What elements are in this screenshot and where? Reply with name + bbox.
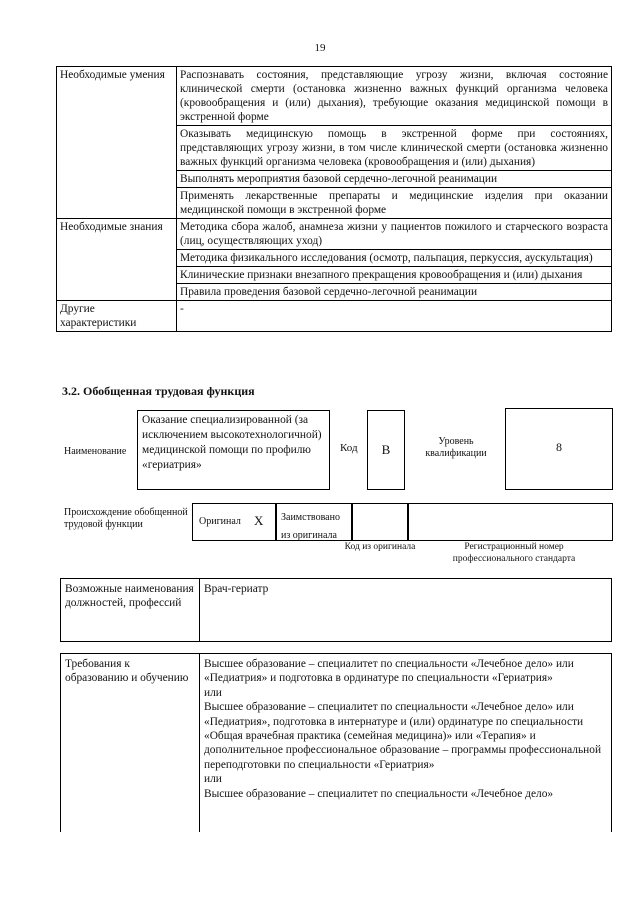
knowledge-item: Клинические признаки внезапного прекращения кровообращения и (или) дыхания <box>177 267 611 284</box>
skills-knowledge-table <box>56 66 612 332</box>
knowledge-item: Методика сбора жалоб, анамнеза жизни у пациентов пожилого и старческого возраста (лиц, осуществляющих уход) <box>177 219 611 250</box>
education-cell <box>200 654 612 833</box>
level-value: 8 <box>556 440 562 454</box>
skill-item: Распознавать состояния, представляющие угрозу жизни, включая состояние клинической смерти (остановка жизненно важных функций организма человека (кровообращения и (или) дыхания), требующие оказания медицинской помощи в экстренной форме <box>177 67 611 126</box>
skill-item: Применять лекарственные препараты и медицинские изделия при оказании медицинской помощи в экстренной форме <box>180 190 608 216</box>
original-mark: X <box>254 513 264 528</box>
origin-label: Происхождение обобщенной трудовой функции <box>64 507 188 530</box>
level-label: Уровень квалификации <box>425 436 487 459</box>
education-line: Высшее образование – специалитет по специальности «Лечебное дело» <box>204 787 554 800</box>
skills-cell <box>177 67 612 219</box>
education-line: Высшее образование – специалитет по специальности «Лечебное дело» или «Педиатрия» и подготовка в ординатуре по специальности «Гериатрия» <box>204 658 574 685</box>
education-line: или <box>204 773 222 786</box>
education-label: Требования к образованию и обучению <box>61 654 200 833</box>
code-original-caption: Код из оригинала <box>344 542 416 552</box>
reg-number-box <box>408 503 613 541</box>
function-name-box <box>137 410 330 490</box>
page-number: 19 <box>314 42 326 54</box>
original-box <box>192 503 276 541</box>
skill-item: Оказывать медицинскую помощь в экстренной форме при состояниях, представляющих угрозу жизни, в том числе клинической смерти (остановка жизненно важных функций организма человека (кровообращения и (или) дыхания) <box>177 126 611 171</box>
other-value: - <box>177 301 612 332</box>
code-label: Код <box>340 442 358 454</box>
education-line: или <box>204 686 222 699</box>
code-original-box <box>352 503 408 541</box>
knowledge-cell <box>177 219 612 301</box>
borrowed-label: Заимствовано из оригинала <box>281 512 340 541</box>
education-line: Высшее образование – специалитет по специальности «Лечебное дело» или «Педиатрия», подготовка в интернатуре и (или) ординатуре по специальности «Общая врачебная практика (семейная медицина)» или «Терапия» и дополнительное профессиональное образование – программы профессиональной переподготовки по специальности «Гериатрия» <box>204 701 602 771</box>
knowledge-label: Необходимые знания <box>57 219 177 301</box>
code-box <box>367 410 405 490</box>
code-value: В <box>381 442 391 457</box>
positions-value: Врач-гериатр <box>200 579 612 642</box>
original-label: Оригинал <box>199 516 241 527</box>
positions-table <box>60 578 612 642</box>
skill-item: Выполнять мероприятия базовой сердечно-легочной реанимации <box>177 171 611 188</box>
function-name: Оказание специализированной (за исключением высокотехнологичной) медицинской помощи по профилю «гериатрия» <box>142 414 322 471</box>
name-label: Наименование <box>64 446 127 457</box>
skills-label: Необходимые умения <box>57 67 177 219</box>
other-label: Другие характеристики <box>57 301 177 332</box>
borrowed-box <box>276 503 352 541</box>
positions-label: Возможные наименования должностей, профессий <box>61 579 200 642</box>
knowledge-item: Методика физикального исследования (осмотр, пальпация, перкуссия, аускультация) <box>177 250 611 267</box>
education-table <box>60 653 612 832</box>
level-box <box>505 408 613 490</box>
knowledge-item: Правила проведения базовой сердечно-легочной реанимации <box>180 286 478 298</box>
reg-number-caption: Регистрационный номер профессионального стандарта <box>452 542 576 564</box>
section-title: 3.2. Обобщенная трудовая функция <box>62 384 255 398</box>
